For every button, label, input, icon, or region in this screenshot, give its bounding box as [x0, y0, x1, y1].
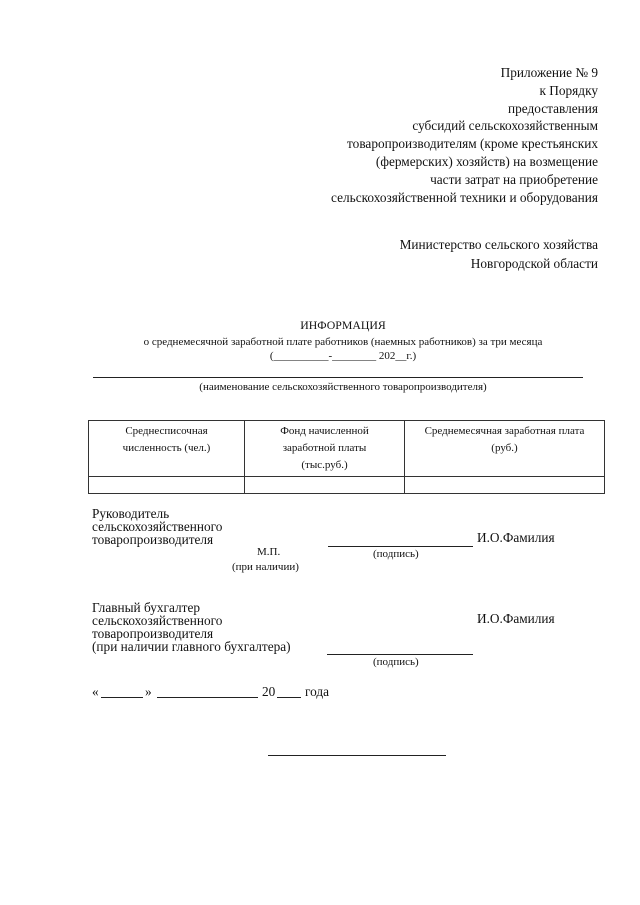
header-text: (руб.): [491, 442, 518, 454]
header-text: Фонд начисленной: [280, 425, 369, 437]
table-header-row: [89, 421, 605, 477]
date-year-suffix: года: [305, 684, 330, 699]
date-day-field[interactable]: [101, 697, 143, 698]
header-text: Среднесписочная: [125, 425, 208, 437]
table-row: [89, 477, 605, 494]
producer-name-caption: (наименование сельскохозяйственного товаропроизводителя): [199, 381, 487, 393]
table-cell[interactable]: [245, 477, 405, 494]
addressee-line: Министерство сельского хозяйства: [399, 237, 598, 252]
table-cell[interactable]: [89, 477, 245, 494]
appendix-line: Приложение № 9: [500, 65, 598, 80]
appendix-line: части затрат на приобретение: [430, 171, 598, 187]
accountant-title-line: Главный бухгалтер: [92, 600, 201, 615]
header-payroll-fund: [245, 421, 405, 477]
accountant-title-line: (при наличии главного бухгалтера): [92, 639, 291, 654]
appendix-line: сельскохозяйственной техники и оборудования: [331, 189, 598, 205]
appendix-header: [331, 64, 598, 206]
stamp-note: (при наличии): [232, 561, 299, 573]
table-cell[interactable]: [405, 477, 605, 494]
accountant-signature-line[interactable]: [327, 654, 473, 655]
date-month-field[interactable]: [157, 697, 258, 698]
accountant-name: И.О.Фамилия: [477, 611, 555, 626]
addressee-line: Новгородской области: [470, 256, 598, 271]
appendix-line: субсидий сельскохозяйственным: [412, 118, 598, 134]
stamp-label: М.П.: [257, 546, 281, 558]
document-title: ИНФОРМАЦИЯ: [300, 318, 386, 332]
info-table: [88, 420, 605, 494]
bottom-signature-line: [268, 755, 446, 756]
date-year-prefix: 20: [262, 684, 276, 699]
head-title-line: Руководитель: [92, 506, 170, 521]
head-title-line: сельскохозяйственного: [92, 519, 223, 534]
period-line: (__________-________ 202__г.): [269, 350, 417, 362]
date-open-quote: «: [92, 684, 99, 699]
signature-caption: (подпись): [373, 656, 419, 668]
date-year-field[interactable]: [277, 697, 301, 698]
appendix-line: предоставления: [507, 100, 598, 116]
date-close-quote: »: [145, 684, 152, 699]
header-average-salary: [405, 421, 605, 477]
accountant-title-line: сельскохозяйственного: [92, 613, 223, 628]
head-name: И.О.Фамилия: [477, 530, 555, 545]
header-text: Среднемесячная заработная плата: [424, 425, 585, 437]
appendix-line: к Порядку: [539, 82, 598, 98]
appendix-line: товаропроизводителям (кроме крестьянских: [347, 136, 598, 152]
title-subline: о среднемесячной заработной плате работников (наемных работников) за три месяца: [143, 336, 543, 348]
appendix-line: (фермерских) хозяйств) на возмещение: [375, 153, 598, 169]
header-text: численность (чел.): [122, 442, 211, 454]
signature-caption: (подпись): [373, 548, 419, 560]
producer-name-line[interactable]: [93, 377, 583, 378]
head-signature-line[interactable]: [328, 546, 473, 547]
head-title-line: товаропроизводителя: [92, 532, 214, 547]
addressee: [400, 235, 598, 273]
header-text: заработной платы: [282, 442, 367, 454]
header-text: (тыс.руб.): [301, 459, 348, 471]
header-headcount: [89, 421, 245, 477]
accountant-title-line: товаропроизводителя: [92, 626, 214, 641]
